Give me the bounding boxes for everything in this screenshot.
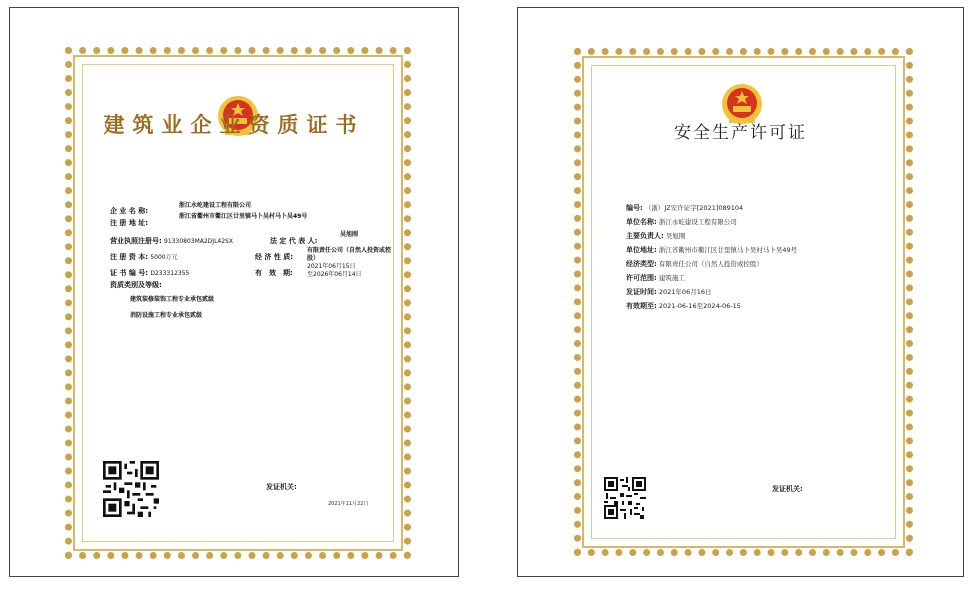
permit-field-row: 编号: （浙）JZ安许证字[2021]089104 [626, 204, 744, 212]
quals-label: 资质类别及等级: [110, 281, 162, 289]
permit-field-row: 发证时间: 2021年06月16日 [626, 288, 712, 296]
qualification-item: 消防设施工程专业承包贰级 [130, 312, 203, 319]
econ-row [255, 253, 293, 262]
qualification-certificate-panel [9, 7, 459, 577]
permit-title: 安全生产许可证 [674, 123, 807, 143]
cert-no-label: 证 书 编 号: [110, 269, 149, 277]
permit-field-row: 单位名称: 浙江永屹建设工程有限公司 [626, 218, 737, 226]
valid-value-line1: 2021年06月15日 [307, 263, 356, 270]
valid-label: 有 效 期: [255, 269, 293, 277]
legal-rep-value: 吴旭刚 [340, 231, 359, 238]
company-name-row [110, 207, 148, 216]
certificate-title: 建筑业企业资质证书 [103, 112, 365, 137]
capital-row [110, 253, 178, 262]
legal-rep-row [270, 237, 318, 246]
company-name-value: 浙江永屹建设工程有限公司 [179, 202, 252, 209]
address-row [110, 219, 148, 228]
valid-row [255, 269, 293, 278]
permit-field-row: 单位地址: 浙江省衢州市衢江区廿里镇马卜吴村马卜吴49号 [626, 246, 798, 254]
qr-code [604, 477, 646, 519]
qr-code [103, 461, 159, 517]
license-label: 营业执照注册号: [110, 237, 162, 245]
permit-field-row: 有效期至: 2021-06-16至2024-06-15 [626, 302, 741, 310]
issuer-label: 发证机关: [266, 483, 297, 491]
cert-no-value: D233312355 [150, 270, 190, 277]
safety-permit-panel [517, 7, 964, 577]
valid-value-line2: 至2026年06月14日 [307, 271, 362, 278]
econ-value-line2: 股） [307, 255, 320, 262]
address-value: 浙江省衢州市衢江区廿里镇马卜吴村马卜吴49号 [179, 213, 308, 220]
permit-field-row: 经济类型: 有限责任公司（自然人投资或控股） [626, 260, 763, 268]
legal-rep-label: 法 定 代 表 人: [270, 237, 318, 245]
econ-value-line1: 有限责任公司（自然人投资或控 [307, 247, 392, 254]
license-row [110, 237, 233, 246]
issuer-label: 发证机关: [772, 485, 803, 493]
license-value: 91330803MA2DJL42SX [164, 238, 233, 245]
capital-label: 注 册 资 本: [110, 253, 149, 261]
issue-date: 2021年11月22日 [328, 501, 369, 507]
cert-no-row [110, 269, 189, 278]
address-label: 注 册 地 址: [110, 219, 149, 227]
qualification-item: 建筑装修装饰工程专业承包贰级 [130, 296, 215, 303]
permit-field-row: 主要负责人: 吴旭刚 [626, 232, 686, 240]
company-name-label: 企 业 名 称: [110, 207, 149, 215]
capital-value: 5000万元 [150, 254, 178, 261]
econ-label: 经 济 性 质: [255, 253, 294, 261]
permit-field-row: 许可范围: 建筑施工 [626, 274, 685, 282]
